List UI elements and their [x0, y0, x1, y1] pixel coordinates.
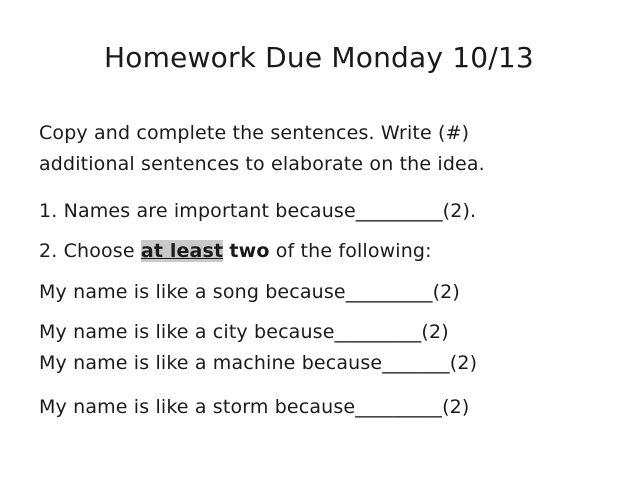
- item-2-suffix: of the following:: [269, 240, 432, 262]
- instruction-line-2: additional sentences to elaborate on the idea.: [39, 153, 485, 175]
- slide-title: Homework Due Monday 10/13: [104, 41, 534, 74]
- item-1: 1. Names are important because_________(2).: [39, 200, 477, 222]
- sentence-song: My name is like a song because_________(2): [39, 281, 460, 303]
- sentence-machine: My name is like a machine because_______(2): [39, 352, 478, 374]
- sentence-city: My name is like a city because_________(2): [39, 321, 449, 343]
- item-2-highlight: at least: [140, 240, 224, 262]
- item-2: [39, 238, 629, 264]
- instruction-line-1: Copy and complete the sentences. Write (#): [39, 122, 470, 144]
- item-2-bold: two: [229, 240, 270, 262]
- sentence-storm: My name is like a storm because_________(2): [39, 396, 470, 418]
- item-2-prefix: 2. Choose: [39, 240, 141, 262]
